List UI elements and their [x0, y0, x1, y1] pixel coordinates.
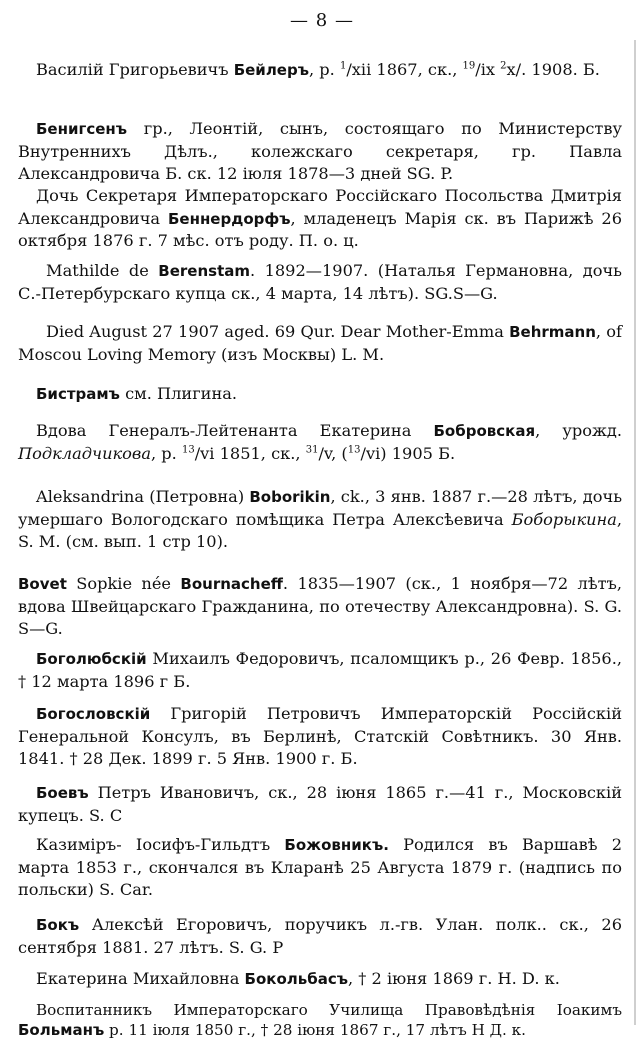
entry-text: , of Moscou Loving Memory (изъ Москвы) L. M. — [18, 322, 622, 364]
entry-surname: Behrmann — [509, 323, 596, 341]
entry-surname: Berenstam — [158, 262, 250, 280]
entry-bistram — [18, 383, 622, 406]
entry-text: /ix — [475, 60, 501, 79]
entry-surname: Боевъ — [36, 784, 89, 802]
entry-surname: Бенигсенъ — [36, 120, 128, 138]
entry-text: р. 11 іюля 1850 г., † 28 іюня 1867 г., 17 лѣтъ Н Д. к. — [104, 1021, 526, 1039]
entry-bogoslovsky — [18, 703, 622, 771]
entry-italic-name: Подкладчикова — [18, 443, 151, 463]
entry-bozhovnik — [18, 834, 622, 902]
entry-text: Казиміръ- Іосифъ-Гильдтъ — [36, 835, 285, 854]
entry-bennerdorf — [18, 185, 622, 253]
entry-text: Алексѣй Егоровичъ, поручикъ л.-гв. Улан. полк.. ск., 26 сентября 1881. 27 лѣтъ. S. G. P — [18, 915, 622, 957]
entry-surname: Bovet — [18, 575, 67, 593]
entry-superscript: 2 — [500, 60, 507, 72]
entry-text: , урожд. — [535, 421, 623, 440]
entry-surname: Больманъ — [18, 1021, 105, 1039]
entry-benigsen — [18, 118, 622, 186]
entry-text: , S. M. (см. вып. 1 стр 10). — [18, 509, 622, 551]
entry-text: Mathilde de — [46, 261, 159, 280]
entry-text: , р. — [309, 60, 340, 79]
entry-text: Михаилъ Федоровичъ, псаломщикъ р., 26 Февр. 1856., † 12 марта 1896 г Б. — [18, 649, 622, 691]
entry-surname: Бобровская — [433, 422, 536, 440]
entry-surname: Божовникъ. — [284, 836, 389, 854]
entry-text: /xii 1867, ск., — [346, 60, 463, 79]
entry-boev — [18, 782, 622, 827]
entry-text: /vi) 1905 Б. — [360, 443, 456, 463]
entry-boborikin — [18, 486, 622, 554]
entry-text: , ck., 3 янв. 1887 г.—28 лѣтъ, дочь умершаго Вологодскаго помѣщика Петра Алексѣевича — [18, 487, 623, 529]
entry-surname: Бокъ — [36, 916, 80, 934]
entry-surname: Богословскій — [36, 705, 151, 723]
entry-text: Екатерина Михайловна — [36, 969, 245, 988]
entry-text: Григорій Петровичъ Императорскій Россійскій Генеральной Консулъ, въ Берлинѣ, Статскій Совѣтникъ. 30 Янв. 1841. † 28 Дек. 1899 г. 5 Янв. 1900 г. Б. — [18, 704, 622, 768]
entry-text: , младенецъ Марія ск. въ Парижѣ 26 октября 1876 г. 7 мѣс. отъ роду. П. о. ц. — [18, 208, 622, 250]
entry-italic-name: Боборыкина — [511, 509, 617, 529]
entry-bokolbas — [18, 968, 622, 991]
entry-surname: Беннердорфъ — [167, 209, 291, 228]
entry-beiler — [18, 59, 622, 82]
entry-superscript: 31 — [305, 444, 319, 456]
entry-text: /v, ( — [318, 443, 348, 463]
entry-bobrovskaya — [18, 420, 622, 465]
entry-bok — [18, 914, 622, 959]
entry-text: , р. — [151, 443, 182, 463]
entry-text: , † 2 іюня 1869 г. Н. D. к. — [348, 969, 560, 988]
entry-surname: Бейлеръ — [233, 61, 309, 79]
entry-bolman — [18, 1000, 622, 1040]
entry-berenstam — [18, 260, 622, 305]
page-edge-rule — [634, 40, 636, 1025]
entry-text: . 1835—1907 (ск., 1 ноября—72 лѣтъ, вдова Швейцарскаго Гражданина, по отечеству Александровна). S. G. S—G. — [18, 574, 622, 638]
entry-bogolyubsky — [18, 648, 622, 693]
entry-text: см. Плигина. — [119, 384, 238, 403]
entry-text: /vi 1851, ск., — [194, 443, 306, 463]
entry-superscript: 13 — [181, 444, 195, 456]
entry-text: Родился въ Варшавѣ 2 марта 1853 г., скончался въ Кларанѣ 25 Августа 1879 г. (надпись по польски) S. Car. — [18, 835, 622, 899]
entry-superscript: 1 — [339, 60, 347, 72]
entry-text: Died August 27 1907 aged. 69 Qur. Dear Mother-Emma — [46, 322, 510, 341]
entry-text: Aleksandrina (Петровна) — [36, 487, 250, 506]
entry-text: x/. 1908. Б. — [506, 60, 600, 79]
entry-superscript: 13 — [347, 444, 361, 456]
entry-text: . 1892—1907. (Наталья Германовна, дочь С.-Петербурскаго купца ск., 4 марта, 14 лѣтъ). SG.S—G. — [18, 261, 622, 303]
entry-surname-maiden: Bournacheff — [180, 575, 283, 593]
entry-behrmann — [18, 321, 622, 366]
entry-text: Вдова Генералъ-Лейтенанта Екатерина — [36, 421, 434, 440]
entry-superscript: 19 — [462, 60, 476, 72]
entry-text: Петръ Ивановичъ, ск., 28 іюня 1865 г.—41 г., Московскій купецъ. S. C — [18, 783, 622, 825]
entry-text: Василій Григорьевичъ — [36, 60, 234, 79]
entry-text: Sopkie née — [66, 574, 181, 593]
entry-bovet — [18, 573, 622, 641]
entry-text: Воспитанникъ Императорскаго Училища Правовѣдѣнія Іоакимъ — [36, 1001, 622, 1019]
entry-surname: Бокольбасъ — [244, 970, 348, 988]
entry-surname: Бистрамъ — [36, 385, 120, 403]
entry-text: Дочь Секретаря Императорскаго Россійскаго Посольства Дмитрія Александровича — [18, 186, 622, 228]
entry-surname: Боголюбскій — [36, 650, 147, 668]
page-number: — 8 — — [290, 10, 354, 31]
entry-text: гр., Леонтій, сынъ, состоящаго по Министерству Внутреннихъ Дѣлъ., колежскаго секретаря, гр. Павла Александровича Б. ск. 12 іюля 1878—3 дней SG. P. — [18, 119, 622, 183]
entry-surname: Boborikin — [249, 488, 331, 506]
